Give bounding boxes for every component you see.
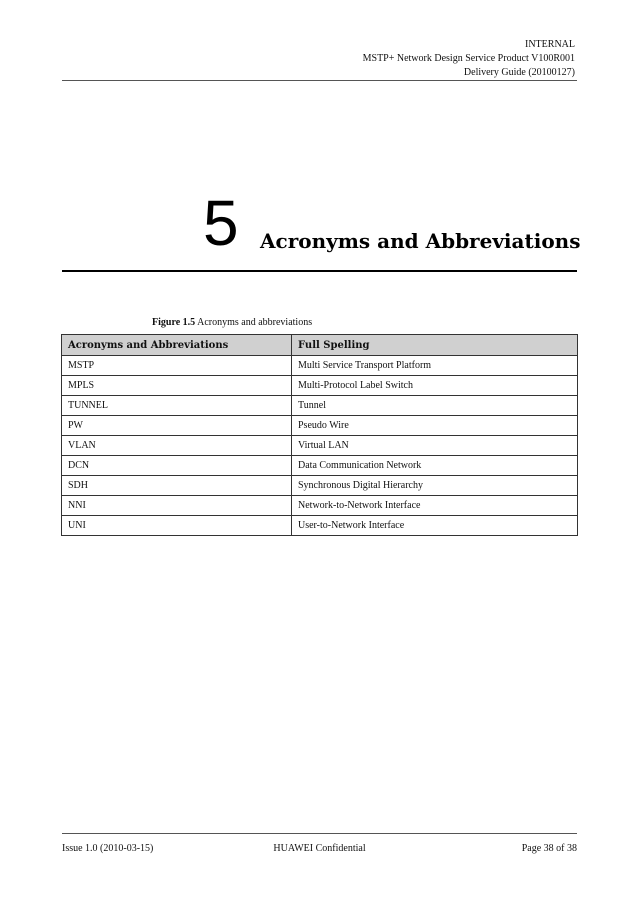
footer-issue: Issue 1.0 (2010-03-15)	[62, 843, 154, 854]
table-row	[62, 356, 578, 376]
acronyms-table	[61, 334, 578, 536]
page-footer	[62, 842, 577, 856]
column-header-acronym: Acronyms and Abbreviations	[62, 335, 292, 356]
table-row	[62, 436, 578, 456]
full-spelling-cell: Virtual LAN	[292, 436, 578, 456]
table-header-row	[62, 335, 578, 356]
table-row	[62, 376, 578, 396]
acronym-cell: TUNNEL	[62, 396, 292, 416]
table-row	[62, 416, 578, 436]
full-spelling-cell: Synchronous Digital Hierarchy	[292, 476, 578, 496]
header-product: MSTP+ Network Design Service Product V100R001	[362, 53, 575, 64]
table-row	[62, 496, 578, 516]
acronym-cell: DCN	[62, 456, 292, 476]
acronym-cell: PW	[62, 416, 292, 436]
acronym-cell: MSTP	[62, 356, 292, 376]
chapter-title: Acronyms and Abbreviations	[260, 229, 581, 253]
chapter-heading	[62, 187, 581, 259]
table-row	[62, 396, 578, 416]
full-spelling-cell: Network-to-Network Interface	[292, 496, 578, 516]
full-spelling-cell: Pseudo Wire	[292, 416, 578, 436]
header-classification: INTERNAL	[525, 39, 575, 50]
chapter-number: 5	[203, 187, 239, 259]
footer-page-number: Page 38 of 38	[521, 843, 577, 854]
full-spelling-cell: Data Communication Network	[292, 456, 578, 476]
acronym-cell: VLAN	[62, 436, 292, 456]
chapter-divider	[62, 270, 577, 272]
acronym-cell: SDH	[62, 476, 292, 496]
acronym-cell: MPLS	[62, 376, 292, 396]
column-header-full-spelling: Full Spelling	[292, 335, 578, 356]
table-row	[62, 476, 578, 496]
figure-label: Figure 1.5	[152, 317, 196, 328]
full-spelling-cell: User-to-Network Interface	[292, 516, 578, 536]
figure-caption	[152, 316, 312, 330]
footer-divider	[62, 833, 577, 834]
footer-confidential: HUAWEI Confidential	[273, 843, 366, 854]
table-row	[62, 456, 578, 476]
figure-caption-text: Acronyms and abbreviations	[197, 317, 313, 328]
header-divider	[62, 80, 577, 81]
full-spelling-cell: Multi-Protocol Label Switch	[292, 376, 578, 396]
page-header	[363, 38, 575, 80]
acronym-cell: UNI	[62, 516, 292, 536]
full-spelling-cell: Tunnel	[292, 396, 578, 416]
header-guide: Delivery Guide (20100127)	[463, 67, 575, 78]
acronym-cell: NNI	[62, 496, 292, 516]
full-spelling-cell: Multi Service Transport Platform	[292, 356, 578, 376]
table-row	[62, 516, 578, 536]
